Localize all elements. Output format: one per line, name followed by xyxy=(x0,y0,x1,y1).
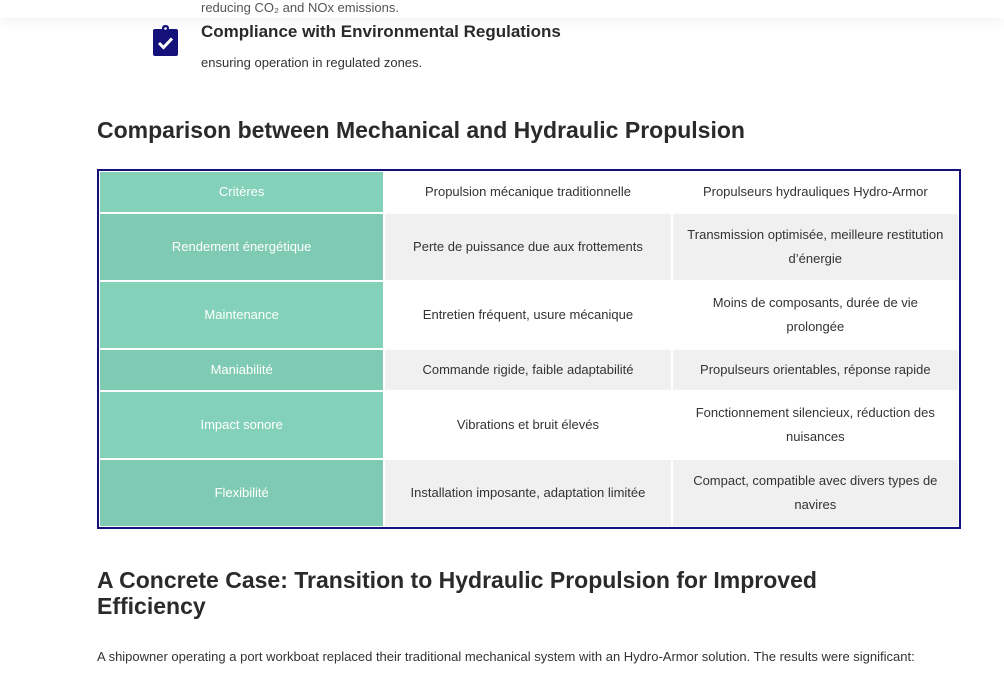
table-cell: Transmission optimisée, meilleure restitution d’énergie xyxy=(672,213,959,281)
criteria-cell: Impact sonore xyxy=(99,391,384,459)
table-cell: Vibrations et bruit élevés xyxy=(384,391,671,459)
header-cell: Critères xyxy=(99,171,384,213)
case-paragraph: A shipowner operating a port workboat replaced their traditional mechanical system with an Hydro-Armor solution. The results were significant: xyxy=(97,649,915,664)
table-cell: Perte de puissance due aux frottements xyxy=(384,213,671,281)
table-cell: Fonctionnement silencieux, réduction des nuisances xyxy=(672,391,959,459)
clipboard-check-icon xyxy=(153,25,178,57)
comparison-table xyxy=(97,169,961,529)
table-cell: Propulseurs orientables, réponse rapide xyxy=(672,349,959,391)
table-cell: Commande rigide, faible adaptabilité xyxy=(384,349,671,391)
criteria-cell: Rendement énergétique xyxy=(99,213,384,281)
case-heading: A Concrete Case: Transition to Hydraulic Propulsion for Improved Efficiency xyxy=(97,567,817,619)
table-cell: Entretien fréquent, usure mécanique xyxy=(384,281,671,349)
table-cell: Moins de composants, durée de vie prolongée xyxy=(672,281,959,349)
criteria-cell: Maintenance xyxy=(99,281,384,349)
table-row xyxy=(99,349,959,391)
table-cell: Compact, compatible avec divers types de navires xyxy=(672,459,959,527)
table-row xyxy=(99,391,959,459)
criteria-cell: Maniabilité xyxy=(99,349,384,391)
feature-title: Compliance with Environmental Regulations xyxy=(201,22,561,41)
criteria-cell: Flexibilité xyxy=(99,459,384,527)
comparison-heading: Comparison between Mechanical and Hydraulic Propulsion xyxy=(97,117,745,143)
header-shadow xyxy=(0,0,1004,18)
feature-description: ensuring operation in regulated zones. xyxy=(201,55,423,70)
table-row xyxy=(99,213,959,281)
table-cell: Installation imposante, adaptation limitée xyxy=(384,459,671,527)
header-cell: Propulseurs hydrauliques Hydro-Armor xyxy=(672,171,959,213)
previous-text: reducing CO₂ and NOx emissions. xyxy=(201,0,399,15)
table-row xyxy=(99,459,959,527)
header-cell: Propulsion mécanique traditionnelle xyxy=(384,171,671,213)
table-row xyxy=(99,281,959,349)
table-header-row xyxy=(99,171,959,213)
